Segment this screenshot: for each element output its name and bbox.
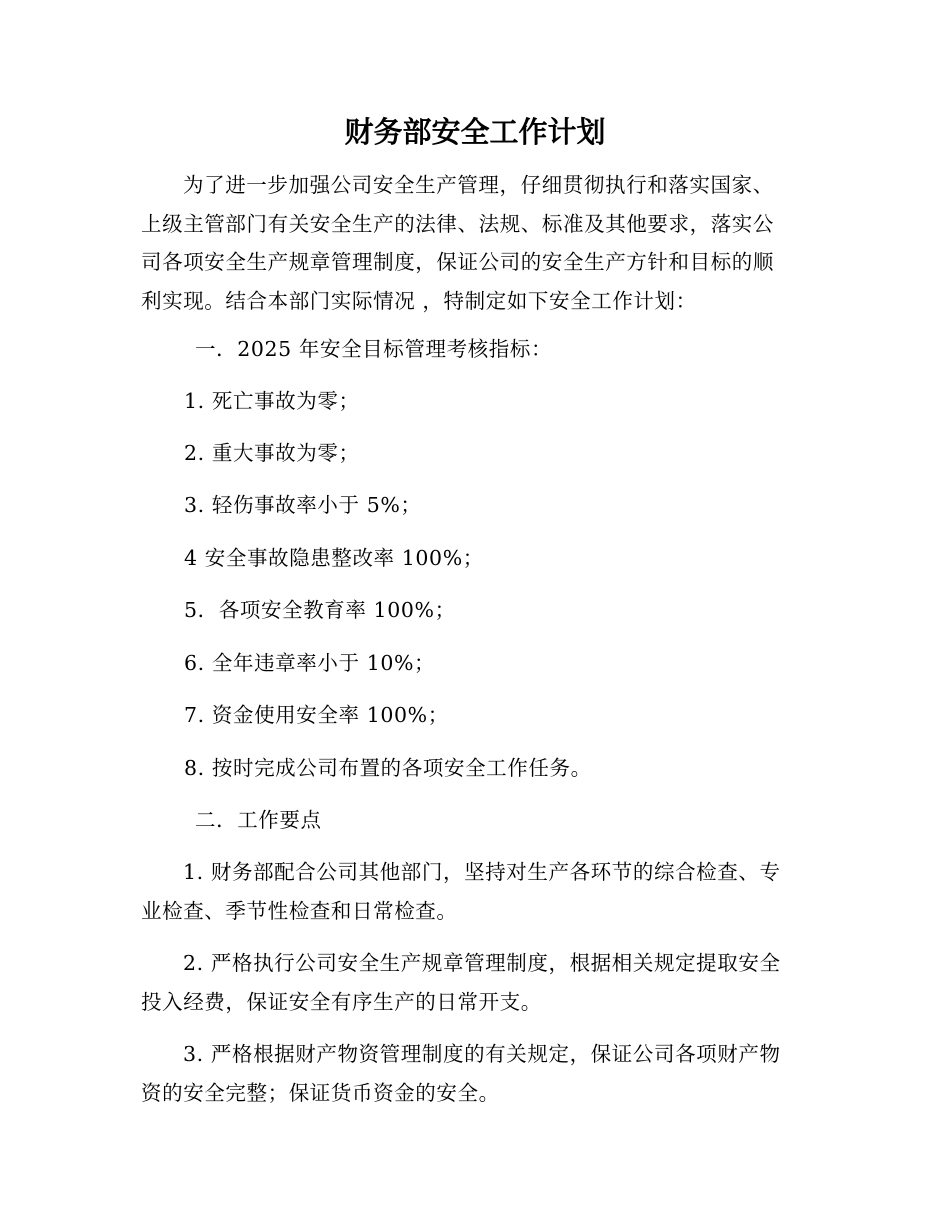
intro-paragraph <box>141 166 806 320</box>
work-point-line: 2. 严格执行公司安全生产规章管理制度，根据相关规定提取安全 <box>183 951 781 975</box>
work-point <box>141 944 806 1021</box>
section-heading-work-points: 二．工作要点 <box>195 808 322 832</box>
target-item: 5．各项安全教育率 100%； <box>184 598 456 622</box>
intro-line: 司各项安全生产规章管理制度，保证公司的安全生产方针和目标的顺 <box>141 250 774 274</box>
intro-line: 为了进一步加强公司安全生产管理，仔细贯彻执行和落实国家、 <box>183 173 774 197</box>
intro-line: 上级主管部门有关安全生产的法律、法规、标准及其他要求，落实公 <box>141 211 774 236</box>
section-heading-targets: 一．2025 年安全目标管理考核指标： <box>195 337 553 361</box>
work-point-line: 业检查、季节性检查和日常检查。 <box>141 898 458 923</box>
intro-line: 利实现。结合本部门实际情况 ，特制定如下安全工作计划： <box>141 288 697 313</box>
work-point-line: 投入经费，保证安全有序生产的日常开支。 <box>141 989 542 1014</box>
work-point-line: 资的安全完整；保证货币资金的安全。 <box>141 1080 500 1105</box>
work-point <box>141 853 806 930</box>
target-item: 2. 重大事故为零； <box>184 441 360 465</box>
target-item: 4 安全事故隐患整改率 100%； <box>184 546 484 570</box>
target-item: 6. 全年违章率小于 10%； <box>184 651 436 675</box>
work-point-line: 1. 财务部配合公司其他部门，坚持对生产各环节的综合检查、专 <box>183 860 781 884</box>
target-item: 8. 按时完成公司布置的各项安全工作任务。 <box>184 756 592 780</box>
work-point <box>141 1035 806 1112</box>
target-item: 7. 资金使用安全率 100%； <box>184 703 449 727</box>
target-item: 3. 轻伤事故率小于 5%； <box>184 493 422 517</box>
target-item: 1. 死亡事故为零； <box>184 389 360 413</box>
work-point-line: 3. 严格根据财产物资管理制度的有关规定，保证公司各项财产物 <box>183 1042 781 1066</box>
document-title: 财务部安全工作计划 <box>344 115 606 149</box>
